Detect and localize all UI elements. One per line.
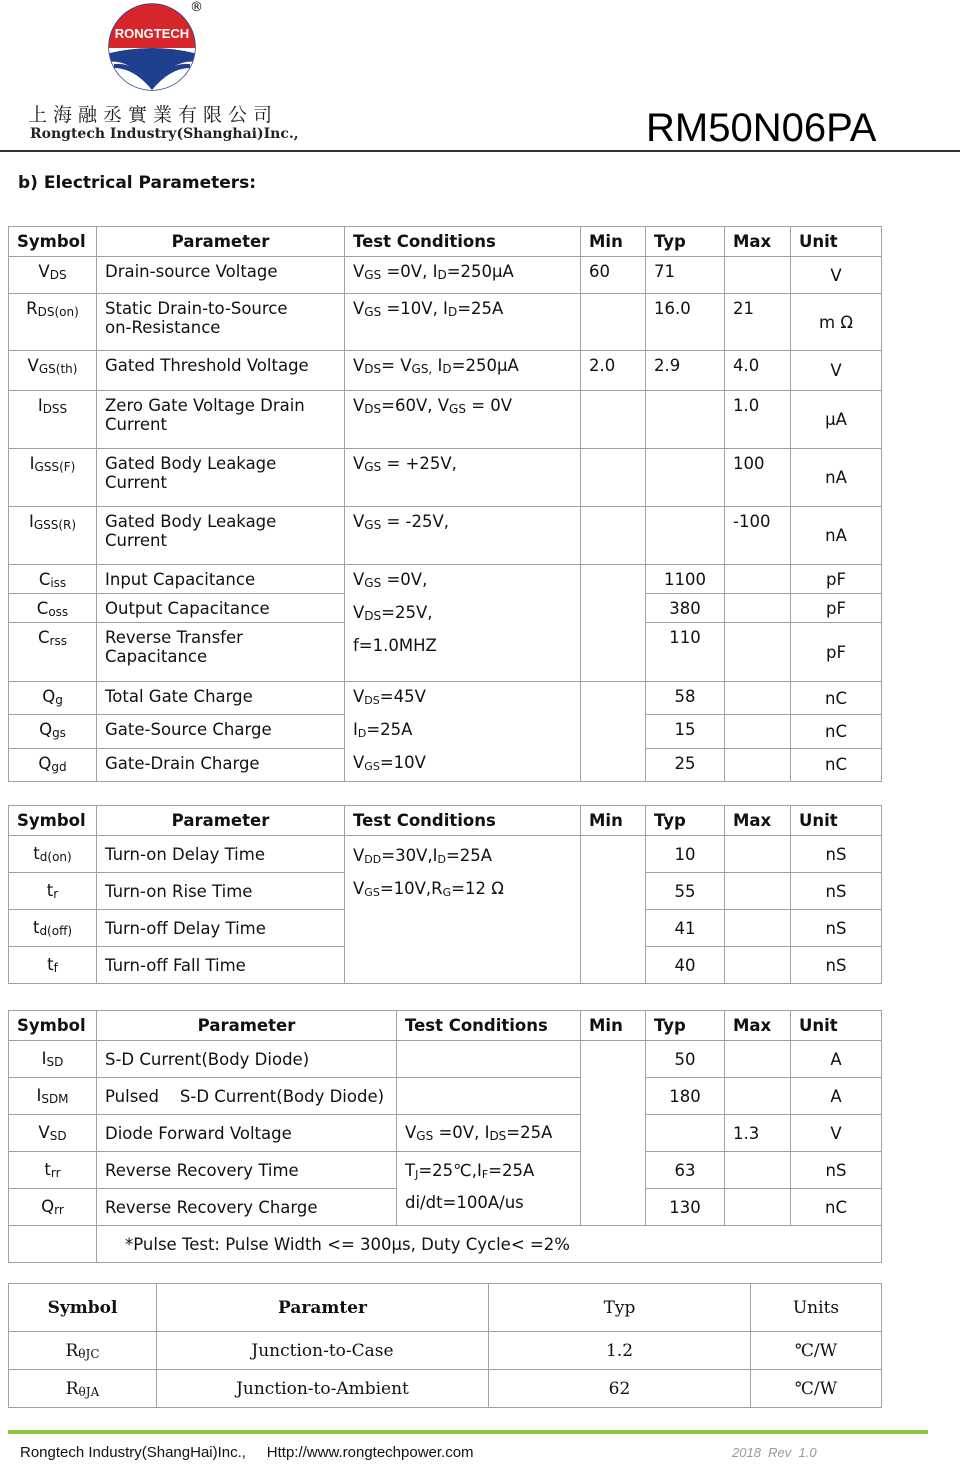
column-header: Typ xyxy=(489,1284,751,1332)
parameter-cell: Junction-to-Case xyxy=(157,1332,489,1370)
condition-cell: $V_{GS} =0V$, $I_{DS}=25A$ xyxy=(397,1115,581,1152)
unit-cell: μA xyxy=(791,391,882,449)
max-cell xyxy=(725,682,791,715)
symbol-cell: $R_{\theta JA}$ xyxy=(9,1370,157,1408)
condition-cell: $V_{DS}= V_{GS,}$ $I_D=250\mu A$ xyxy=(345,351,581,391)
condition-cell: $V_{GS} =0V$, $V_{DS}=25V$, f=1.0MHZ xyxy=(345,565,581,682)
part-number: RM50N06PA xyxy=(646,106,877,150)
column-header: Max xyxy=(725,1011,791,1041)
unit-cell: nS xyxy=(791,1152,882,1189)
typ-cell: 40 xyxy=(646,947,725,984)
rongtech-logo xyxy=(104,2,200,92)
max-cell xyxy=(725,594,791,623)
parameter-cell: Gated Body Leakage Current xyxy=(97,449,345,507)
column-header: Typ xyxy=(646,806,725,836)
symbol-cell: $t_{d(off)}$ xyxy=(9,910,97,947)
condition-cell: $V_{GS} = +25V$, xyxy=(345,449,581,507)
table-row xyxy=(9,507,882,565)
switching-parameters-table xyxy=(8,805,882,984)
typ-cell: 180 xyxy=(646,1078,725,1115)
parameter-cell: Turn-off Fall Time xyxy=(97,947,345,984)
table-row xyxy=(9,1332,882,1370)
column-header: Units xyxy=(751,1284,882,1332)
min-cell xyxy=(581,391,646,449)
max-cell xyxy=(725,910,791,947)
max-cell xyxy=(725,715,791,748)
parameter-cell: Reverse Transfer Capacitance xyxy=(97,623,345,682)
min-cell xyxy=(581,449,646,507)
company-name-en: Rongtech Industry(Shanghai)Inc., xyxy=(30,126,299,142)
max-cell xyxy=(725,1152,791,1189)
parameter-cell: Gate-Source Charge xyxy=(97,715,345,748)
min-cell: 60 xyxy=(581,257,646,294)
typ-cell: 41 xyxy=(646,910,725,947)
column-header: Max xyxy=(725,806,791,836)
symbol-cell: $t_{d(on)}$ xyxy=(9,836,97,873)
symbol-cell: $C_{rss}$ xyxy=(9,623,97,682)
min-cell xyxy=(581,294,646,351)
table-row xyxy=(9,1041,882,1078)
condition-cell: $V_{GS} = -25V$, xyxy=(345,507,581,565)
condition-cell: $T_J=25℃,I_F=25A$ di/dt=100A/us xyxy=(397,1152,581,1226)
symbol-cell: $C_{iss}$ xyxy=(9,565,97,594)
symbol-cell: $R_{\theta JC}$ xyxy=(9,1332,157,1370)
max-cell xyxy=(725,623,791,682)
max-cell: 1.0 xyxy=(725,391,791,449)
footer-company-url: Rongtech Industry(ShangHai)Inc., Http://www.rongtechpower.com xyxy=(20,1444,474,1461)
min-cell xyxy=(581,682,646,782)
parameter-cell: Pulsed S-D Current(Body Diode) xyxy=(97,1078,397,1115)
column-header: Parameter xyxy=(97,806,345,836)
symbol-cell: $V_{DS}$ xyxy=(9,257,97,294)
symbol-cell: $Q_g$ xyxy=(9,682,97,715)
table-row xyxy=(9,836,882,873)
max-cell xyxy=(725,257,791,294)
footer-rule xyxy=(8,1430,928,1434)
symbol-cell: $Q_{gs}$ xyxy=(9,715,97,748)
typ-cell: 15 xyxy=(646,715,725,748)
condition-cell xyxy=(397,1078,581,1115)
max-cell: 21 xyxy=(725,294,791,351)
condition-cell: $V_{DS}=60V$, $V_{GS} = 0V$ xyxy=(345,391,581,449)
typ-cell: 71 xyxy=(646,257,725,294)
unit-cell: A xyxy=(791,1078,882,1115)
column-header: Parameter xyxy=(97,1011,397,1041)
symbol-cell: $t_r$ xyxy=(9,873,97,910)
table-row xyxy=(9,351,882,391)
unit-cell: pF xyxy=(791,594,882,623)
table-row xyxy=(9,565,882,594)
column-header: Unit xyxy=(791,227,882,257)
table-row xyxy=(9,294,882,351)
unit-cell: nC xyxy=(791,715,882,748)
thermal-resistance-table xyxy=(8,1283,882,1408)
parameter-cell: Reverse Recovery Charge xyxy=(97,1189,397,1226)
symbol-cell: $I_{GSS(R)}$ xyxy=(9,507,97,565)
parameter-cell: Gate-Drain Charge xyxy=(97,748,345,781)
symbol-cell: $R_{DS(on)}$ xyxy=(9,294,97,351)
symbol-cell: $t_{rr}$ xyxy=(9,1152,97,1189)
typ-cell: 50 xyxy=(646,1041,725,1078)
column-header: Test Conditions xyxy=(345,227,581,257)
condition-cell: $V_{GS} =10V$, $I_D=25A$ xyxy=(345,294,581,351)
typ-cell: 110 xyxy=(646,623,725,682)
unit-cell: nC xyxy=(791,682,882,715)
electrical-parameters-table xyxy=(8,226,882,782)
typ-cell: 63 xyxy=(646,1152,725,1189)
min-cell xyxy=(581,565,646,682)
unit-cell: nS xyxy=(791,910,882,947)
column-header: Min xyxy=(581,806,646,836)
table-row xyxy=(9,1370,882,1408)
column-header: Parameter xyxy=(97,227,345,257)
parameter-cell: Gated Threshold Voltage xyxy=(97,351,345,391)
min-cell xyxy=(581,1041,646,1226)
parameter-cell: Diode Forward Voltage xyxy=(97,1115,397,1152)
symbol-cell: $C_{oss}$ xyxy=(9,594,97,623)
symbol-cell: $I_{DSS}$ xyxy=(9,391,97,449)
typ-cell: 130 xyxy=(646,1189,725,1226)
logo-text: RONGTECH xyxy=(114,26,190,41)
unit-cell: pF xyxy=(791,623,882,682)
typ-cell: 16.0 xyxy=(646,294,725,351)
column-header: Typ xyxy=(646,1011,725,1041)
header-rule xyxy=(0,150,960,152)
max-cell: 4.0 xyxy=(725,351,791,391)
unit-cell: nC xyxy=(791,1189,882,1226)
min-cell xyxy=(581,507,646,565)
column-header: Typ xyxy=(646,227,725,257)
typ-cell xyxy=(646,1115,725,1152)
max-cell xyxy=(725,1078,791,1115)
typ-cell xyxy=(646,507,725,565)
table-row xyxy=(9,682,882,715)
table3-header-row xyxy=(9,1011,882,1041)
parameter-cell: Output Capacitance xyxy=(97,594,345,623)
typ-cell: 380 xyxy=(646,594,725,623)
unit-cell: ℃/W xyxy=(751,1370,882,1408)
symbol-cell: $Q_{rr}$ xyxy=(9,1189,97,1226)
column-header: Max xyxy=(725,227,791,257)
company-name-cn: 上海融丞實業有限公司 xyxy=(28,104,279,126)
symbol-cell: $V_{SD}$ xyxy=(9,1115,97,1152)
typ-cell: 10 xyxy=(646,836,725,873)
symbol-cell xyxy=(9,1226,97,1263)
max-cell: 1.3 xyxy=(725,1115,791,1152)
parameter-cell: Total Gate Charge xyxy=(97,682,345,715)
parameter-cell: Static Drain-to-Source on-Resistance xyxy=(97,294,345,351)
symbol-cell: $Q_{gd}$ xyxy=(9,748,97,781)
pulse-test-note: *Pulse Test: Pulse Width <= 300μs, Duty Cycle< =2% xyxy=(97,1226,882,1263)
table1-header-row xyxy=(9,227,882,257)
unit-cell: pF xyxy=(791,565,882,594)
typ-cell: 1.2 xyxy=(489,1332,751,1370)
table4-header-row xyxy=(9,1284,882,1332)
condition-cell: $V_{DD}=30V,I_D=25A$ $V_{GS}=10V,R_G=12$ Ω xyxy=(345,836,581,984)
footer-revision: 2018 Rev 1.0 xyxy=(732,1445,817,1460)
column-header: Unit xyxy=(791,1011,882,1041)
table-row xyxy=(9,391,882,449)
parameter-cell: Gated Body Leakage Current xyxy=(97,507,345,565)
table-row xyxy=(9,257,882,294)
unit-cell: nS xyxy=(791,873,882,910)
unit-cell: A xyxy=(791,1041,882,1078)
symbol-cell: $t_f$ xyxy=(9,947,97,984)
condition-cell: $V_{DS}=45V$ $I_D=25A$ $V_{GS}=10V$ xyxy=(345,682,581,782)
typ-cell: 25 xyxy=(646,748,725,781)
unit-cell: V xyxy=(791,257,882,294)
column-header: Paramter xyxy=(157,1284,489,1332)
min-cell xyxy=(581,836,646,984)
max-cell xyxy=(725,1189,791,1226)
parameter-cell: Input Capacitance xyxy=(97,565,345,594)
max-cell xyxy=(725,836,791,873)
parameter-cell: Turn-off Delay Time xyxy=(97,910,345,947)
parameter-cell: Drain-source Voltage xyxy=(97,257,345,294)
typ-cell: 2.9 xyxy=(646,351,725,391)
max-cell xyxy=(725,565,791,594)
max-cell: -100 xyxy=(725,507,791,565)
column-header: Symbol xyxy=(9,1011,97,1041)
typ-cell: 1100 xyxy=(646,565,725,594)
table2-header-row xyxy=(9,806,882,836)
typ-cell: 62 xyxy=(489,1370,751,1408)
unit-cell: ℃/W xyxy=(751,1332,882,1370)
condition-cell xyxy=(397,1041,581,1078)
column-header: Symbol xyxy=(9,806,97,836)
symbol-cell: $V_{GS(th)}$ xyxy=(9,351,97,391)
unit-cell: nA xyxy=(791,449,882,507)
symbol-cell: $I_{GSS(F)}$ xyxy=(9,449,97,507)
condition-cell: $V_{GS} =0V$, $I_D=250\mu A$ xyxy=(345,257,581,294)
max-cell xyxy=(725,873,791,910)
unit-cell: m Ω xyxy=(791,294,882,351)
min-cell: 2.0 xyxy=(581,351,646,391)
column-header: Min xyxy=(581,227,646,257)
max-cell xyxy=(725,748,791,781)
symbol-cell: $I_{SD}$ xyxy=(9,1041,97,1078)
column-header: Min xyxy=(581,1011,646,1041)
parameter-cell: Junction-to-Ambient xyxy=(157,1370,489,1408)
unit-cell: V xyxy=(791,1115,882,1152)
table-row xyxy=(9,1115,882,1152)
column-header: Unit xyxy=(791,806,882,836)
parameter-cell: Turn-on Rise Time xyxy=(97,873,345,910)
unit-cell: nA xyxy=(791,507,882,565)
typ-cell: 55 xyxy=(646,873,725,910)
typ-cell: 58 xyxy=(646,682,725,715)
symbol-cell: $I_{SDM}$ xyxy=(9,1078,97,1115)
table-row xyxy=(9,449,882,507)
unit-cell: nC xyxy=(791,748,882,781)
parameter-cell: Turn-on Delay Time xyxy=(97,836,345,873)
unit-cell: nS xyxy=(791,836,882,873)
typ-cell xyxy=(646,391,725,449)
diode-parameters-table xyxy=(8,1010,882,1263)
note-row xyxy=(9,1226,882,1263)
table-row xyxy=(9,1078,882,1115)
parameter-cell: S-D Current(Body Diode) xyxy=(97,1041,397,1078)
max-cell xyxy=(725,947,791,984)
typ-cell xyxy=(646,449,725,507)
unit-cell: nS xyxy=(791,947,882,984)
column-header: Test Conditions xyxy=(345,806,581,836)
column-header: Test Conditions xyxy=(397,1011,581,1041)
column-header: Symbol xyxy=(9,1284,157,1332)
section-title: b) Electrical Parameters: xyxy=(18,173,257,193)
column-header: Symbol xyxy=(9,227,97,257)
parameter-cell: Reverse Recovery Time xyxy=(97,1152,397,1189)
parameter-cell: Zero Gate Voltage Drain Current xyxy=(97,391,345,449)
max-cell xyxy=(725,1041,791,1078)
registered-mark: ® xyxy=(190,0,203,15)
unit-cell: V xyxy=(791,351,882,391)
table-row xyxy=(9,1152,882,1189)
max-cell: 100 xyxy=(725,449,791,507)
